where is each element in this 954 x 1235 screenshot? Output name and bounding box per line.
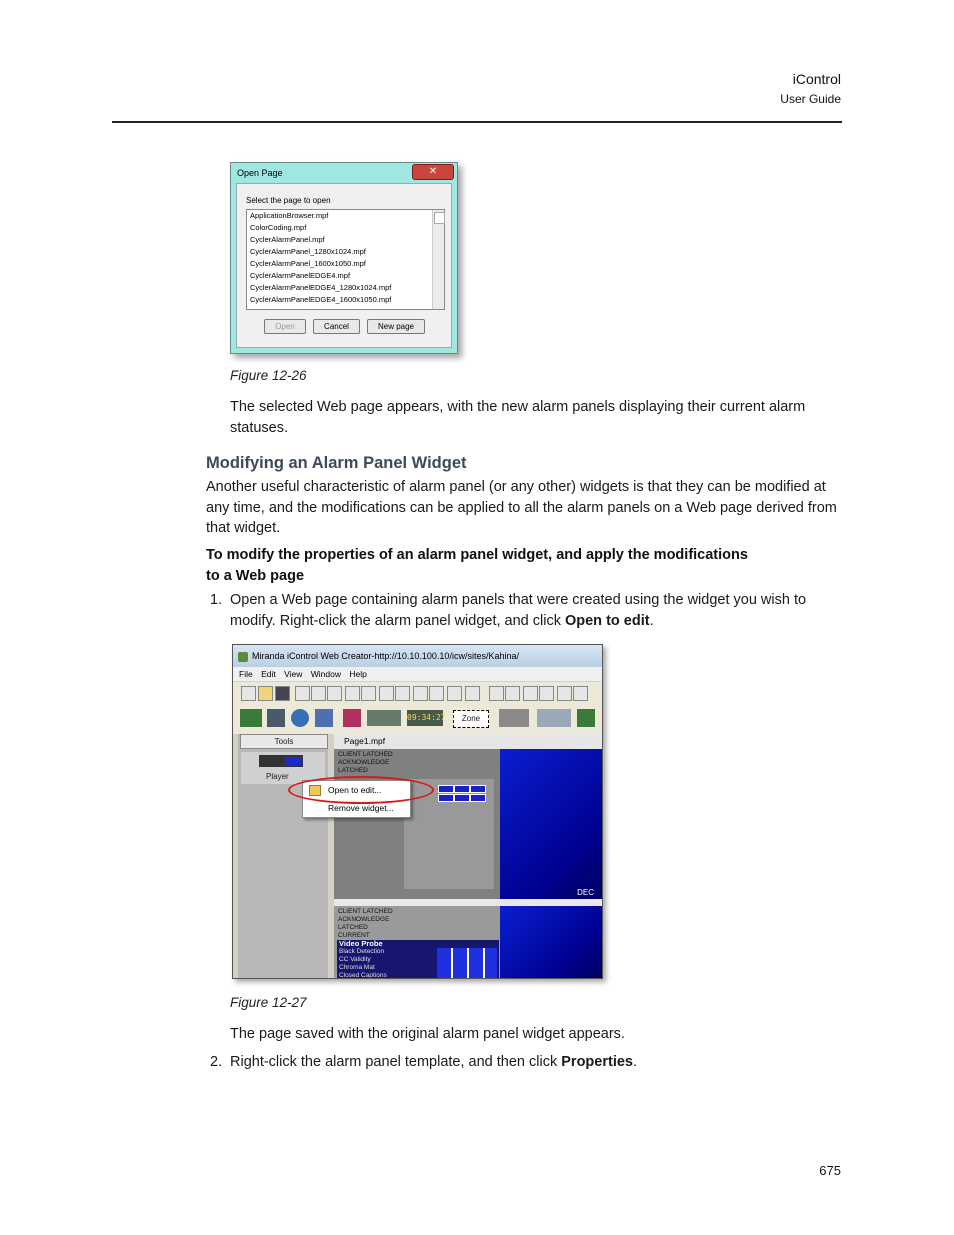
tools-tab[interactable]: Tools — [240, 734, 328, 749]
window-titlebar — [233, 645, 602, 667]
chart-icon[interactable] — [267, 709, 285, 727]
video-window-bottom — [500, 906, 602, 978]
step-2-text — [230, 1052, 850, 1073]
alarm-label: LATCHED — [338, 924, 368, 931]
globe-icon[interactable] — [291, 709, 309, 727]
menu-help[interactable]: Help — [349, 669, 367, 679]
new-page-button[interactable]: New page — [367, 319, 425, 334]
alarm-cell — [470, 785, 486, 793]
alarm-label: LATCHED — [338, 767, 368, 774]
probe-item: Black Detection — [339, 948, 385, 955]
probe-item: Closed Captions — [339, 972, 387, 979]
procedure-title-line2: to a Web page — [206, 568, 305, 584]
video-window-top — [500, 749, 602, 899]
step-number-2: 2. — [210, 1054, 223, 1070]
probe-item: Chroma Mat — [339, 964, 375, 971]
align-left-icon[interactable] — [465, 686, 480, 701]
video-probe-panel — [337, 940, 499, 978]
size-icon[interactable] — [573, 686, 588, 701]
close-icon[interactable]: ✕ — [412, 164, 454, 180]
distribute-icon[interactable] — [539, 686, 554, 701]
header-rule — [112, 121, 842, 123]
device-icon[interactable] — [367, 710, 401, 726]
tab-page1[interactable]: Page1.mpf — [344, 736, 386, 746]
menu-remove-widget[interactable]: Remove widget... — [328, 803, 394, 813]
new-icon[interactable] — [241, 686, 256, 701]
alarm-label: CURRENT — [338, 932, 370, 939]
alarm-cell — [454, 785, 470, 793]
dialog-body — [236, 183, 452, 348]
step-number-1: 1. — [210, 592, 223, 608]
undo-icon[interactable] — [345, 686, 360, 701]
player-label: Player — [266, 772, 289, 781]
section-intro: Another useful characteristic of alarm panel (or any other) widgets is that they can be modified at any time, and the modifications can be applied to all the alarm panels on a Web page derived from that widget. — [206, 479, 837, 536]
file-list[interactable] — [246, 209, 445, 310]
list-item[interactable]: CyclerAlarmPanelEDGE4.mpf — [250, 271, 351, 280]
tree-icon[interactable] — [315, 709, 333, 727]
alarm-labels-top — [338, 751, 393, 775]
alarm-cell — [470, 794, 486, 802]
align-middle-icon[interactable] — [523, 686, 538, 701]
pointer-icon[interactable] — [379, 686, 394, 701]
toolbar-row-1 — [233, 682, 602, 704]
open-page-dialog — [230, 162, 458, 354]
save-icon[interactable] — [275, 686, 290, 701]
ungroup-icon[interactable] — [429, 686, 444, 701]
clock-widget[interactable]: 09:34:27 — [407, 710, 443, 726]
procedure-title-line1: To modify the properties of an alarm panel widget, and apply the modifications — [206, 547, 748, 563]
pen-icon[interactable] — [395, 686, 410, 701]
toolbar-row-2 — [233, 704, 602, 734]
menu-view[interactable]: View — [284, 669, 303, 679]
list-item[interactable]: CyclerAlarmPanel.mpf — [250, 235, 325, 244]
page-number: 675 — [819, 1163, 841, 1178]
header-doc: User Guide — [780, 92, 841, 106]
tools-panel — [238, 734, 328, 978]
menu-edit[interactable]: Edit — [261, 669, 276, 679]
paste-icon[interactable] — [327, 686, 342, 701]
alarm-label: ACKNOWLEDGE — [338, 759, 390, 766]
window-title: Miranda iControl Web Creator-http://10.10.100.10/icw/sites/Kahina/ — [252, 651, 519, 661]
scroll-thumb[interactable] — [434, 212, 445, 224]
page-tab-bar — [334, 734, 602, 749]
redo-icon[interactable] — [361, 686, 376, 701]
app-logo-icon — [238, 652, 248, 662]
menu-file[interactable]: File — [239, 669, 253, 679]
alarm-label: ACKNOWLEDGE — [338, 916, 390, 923]
web-creator-window — [232, 644, 603, 979]
alarm-cell — [438, 794, 454, 802]
menu-window[interactable]: Window — [310, 669, 341, 679]
shape-icon[interactable] — [537, 709, 571, 727]
list-scrollbar[interactable] — [432, 210, 444, 309]
list-item[interactable]: ApplicationBrowser.mpf — [250, 211, 329, 220]
alarm-panel-top[interactable] — [334, 749, 500, 899]
alarm-labels-bottom — [338, 908, 393, 940]
alarm-label: CLIENT LATCHED — [338, 908, 393, 915]
probe-status-grid — [437, 948, 497, 978]
panel-divider — [334, 899, 602, 906]
highlight-ellipse — [288, 776, 434, 804]
cut-icon[interactable] — [295, 686, 310, 701]
zone-widget[interactable]: Zone — [453, 710, 489, 728]
paragraph-selected-page: The selected Web page appears, with the new alarm panels displaying their current alarm statuses. — [230, 399, 806, 436]
dec-label: DEC — [577, 888, 594, 897]
align-top-icon[interactable] — [489, 686, 504, 701]
list-item[interactable]: CyclerAlarmPanelEDGE4_1280x1024.mpf — [250, 283, 392, 292]
header-product: iControl — [792, 71, 841, 87]
resize-icon[interactable] — [447, 686, 462, 701]
menu-bar — [233, 667, 602, 681]
player-preview — [259, 755, 303, 767]
probe-item: CC Validity — [339, 956, 371, 963]
list-item[interactable]: CyclerAlarmPanelEDGE4_1600x1050.mpf — [250, 295, 392, 304]
cancel-button[interactable]: Cancel — [313, 319, 360, 334]
open-folder-icon[interactable] — [258, 686, 273, 701]
step-2-text-main: Right-click the alarm panel template, and then click — [230, 1054, 562, 1070]
grid-icon[interactable] — [577, 709, 595, 727]
alarm-panel-bottom[interactable] — [334, 906, 500, 978]
step-2-text-end: . — [632, 1054, 638, 1070]
probe-title: Video Probe — [339, 939, 383, 948]
list-item[interactable]: ColorCoding.mpf — [250, 223, 307, 232]
alarm-cell — [454, 794, 470, 802]
dialog-title: Open Page — [237, 168, 283, 178]
section-title: Modifying an Alarm Panel Widget — [206, 454, 467, 472]
figure-caption-1: Figure 12-26 — [230, 368, 307, 383]
dialog-label: Select the page to open — [246, 196, 331, 205]
space-icon[interactable] — [557, 686, 572, 701]
list-item[interactable]: CyclerAlarmPanel_1280x1024.mpf — [250, 247, 366, 256]
step-1-text-end: . — [649, 612, 654, 629]
list-item[interactable]: CyclerAlarmPanel_1600x1050.mpf — [250, 259, 366, 268]
alarm-cell — [438, 785, 454, 793]
step-1-text — [230, 590, 850, 631]
step-1-text-main: Open a Web page containing alarm panels that were created using the widget you wish to modify. Right-click the alarm panel widget, and click — [230, 592, 807, 629]
figure-caption-2: Figure 12-27 — [230, 995, 307, 1010]
color-bars-icon[interactable] — [343, 709, 361, 727]
step-1-bold: Open to edit — [564, 612, 650, 629]
align-bottom-icon[interactable] — [505, 686, 520, 701]
group-icon[interactable] — [413, 686, 428, 701]
open-button[interactable]: Open — [264, 319, 306, 334]
menu-open-to-edit-label: Open to edit... — [328, 785, 382, 795]
draw-line-icon[interactable] — [499, 709, 529, 727]
widget-icon[interactable] — [240, 709, 262, 727]
step-2-bold: Properties — [561, 1054, 633, 1070]
alarm-label: CLIENT LATCHED — [338, 751, 393, 758]
copy-icon[interactable] — [311, 686, 326, 701]
paragraph-saved-page: The page saved with the original alarm panel widget appears. — [230, 1026, 625, 1042]
